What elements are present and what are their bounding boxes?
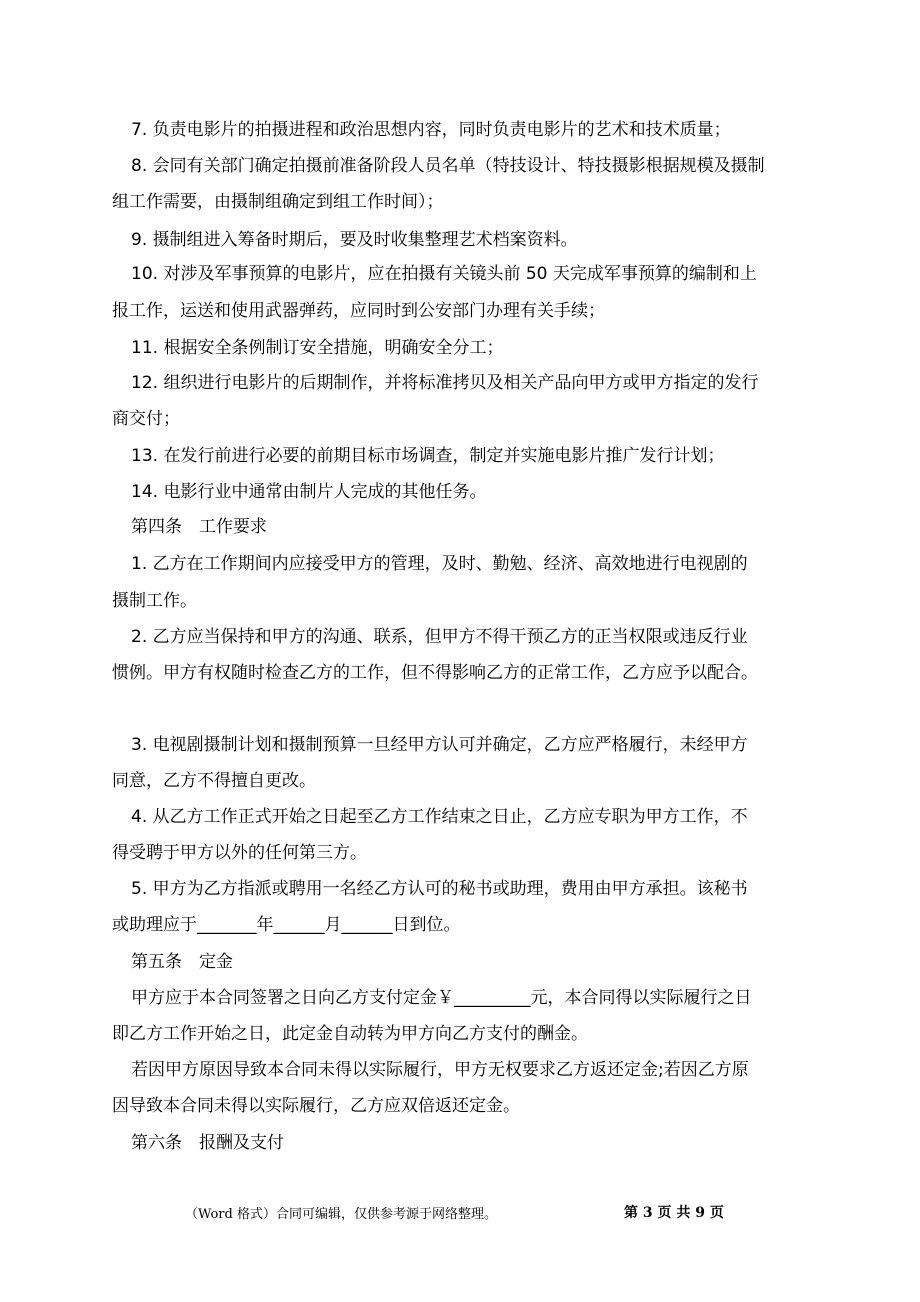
paragraph-line: 8. 会同有关部门确定拍摄前准备阶段人员名单（特技设计、特技摄影根据规模及摄制 bbox=[131, 156, 765, 176]
section-heading: 第六条 报酬及支付 bbox=[131, 1133, 284, 1153]
section-heading: 第五条 定金 bbox=[131, 952, 233, 972]
paragraph-line: 得受聘于甲方以外的任何第三方。 bbox=[112, 843, 367, 863]
paragraph-line: 11. 根据安全条例制订安全措施，明确安全分工； bbox=[131, 338, 504, 358]
paragraph-line: 13. 在发行前进行必要的前期目标市场调查，制定并实施电影片推广发行计划； bbox=[131, 446, 725, 466]
paragraph-line: 因导致本合同未得以实际履行，乙方应双倍返还定金。 bbox=[112, 1096, 520, 1116]
footer-note: （Word 格式）合同可编辑，仅供参考源于网络整理。 bbox=[185, 1207, 497, 1222]
paragraph-line: 商交付； bbox=[112, 409, 180, 429]
paragraph-line: 9. 摄制组进入筹备时期后，要及时收集整理艺术档案资料。 bbox=[131, 230, 578, 250]
section-heading: 第四条 工作要求 bbox=[131, 517, 267, 537]
paragraph-line: 5. 甲方为乙方指派或聘用一名经乙方认可的秘书或助理，费用由甲方承担。该秘书 bbox=[131, 879, 748, 899]
paragraph-line: 10. 对涉及军事预算的电影片，应在拍摄有关镜头前 50 天完成军事预算的编制和上 bbox=[131, 264, 757, 284]
paragraph-line: 14. 电影行业中通常由制片人完成的其他任务。 bbox=[131, 482, 487, 502]
paragraph-line: 报工作，运送和使用武器弹药，应同时到公安部门办理有关手续； bbox=[112, 301, 605, 321]
paragraph-line: 甲方应于本合同签署之日向乙方支付定金￥_________元，本合同得以实际履行之日 bbox=[131, 988, 752, 1008]
paragraph-line: 7. 负责电影片的拍摄进程和政治思想内容，同时负责电影片的艺术和技术质量； bbox=[131, 120, 731, 140]
paragraph-line: 2. 乙方应当保持和甲方的沟通、联系，但甲方不得干预乙方的正当权限或违反行业 bbox=[131, 627, 748, 647]
paragraph-line: 12. 组织进行电影片的后期制作，并将标准拷贝及相关产品向甲方或甲方指定的发行 bbox=[131, 373, 759, 393]
paragraph-line: 组工作需要，由摄制组确定到组工作时间）； bbox=[112, 192, 444, 212]
paragraph-line: 摄制工作。 bbox=[112, 591, 197, 611]
paragraph-line: 惯例。甲方有权随时检查乙方的工作，但不得影响乙方的正常工作，乙方应予以配合。 bbox=[112, 663, 758, 683]
paragraph-line: 即乙方工作开始之日，此定金自动转为甲方向乙方支付的酬金。 bbox=[112, 1024, 588, 1044]
paragraph-line: 或助理应于_______年______月______日到位。 bbox=[112, 915, 461, 935]
paragraph-line: 4. 从乙方工作正式开始之日起至乙方工作结束之日止，乙方应专职为甲方工作，不 bbox=[131, 807, 748, 827]
paragraph-line: 3. 电视剧摄制计划和摄制预算一旦经甲方认可并确定，乙方应严格履行，未经甲方 bbox=[131, 735, 748, 755]
paragraph-line: 同意，乙方不得擅自更改。 bbox=[112, 771, 316, 791]
paragraph-line: 若因甲方原因导致本合同未得以实际履行，甲方无权要求乙方返还定金;若因乙方原 bbox=[131, 1060, 749, 1080]
page-indicator: 第 3 页 共 9 页 bbox=[624, 1205, 724, 1221]
paragraph-line: 1. 乙方在工作期间内应接受甲方的管理，及时、勤勉、经济、高效地进行电视剧的 bbox=[131, 554, 748, 574]
